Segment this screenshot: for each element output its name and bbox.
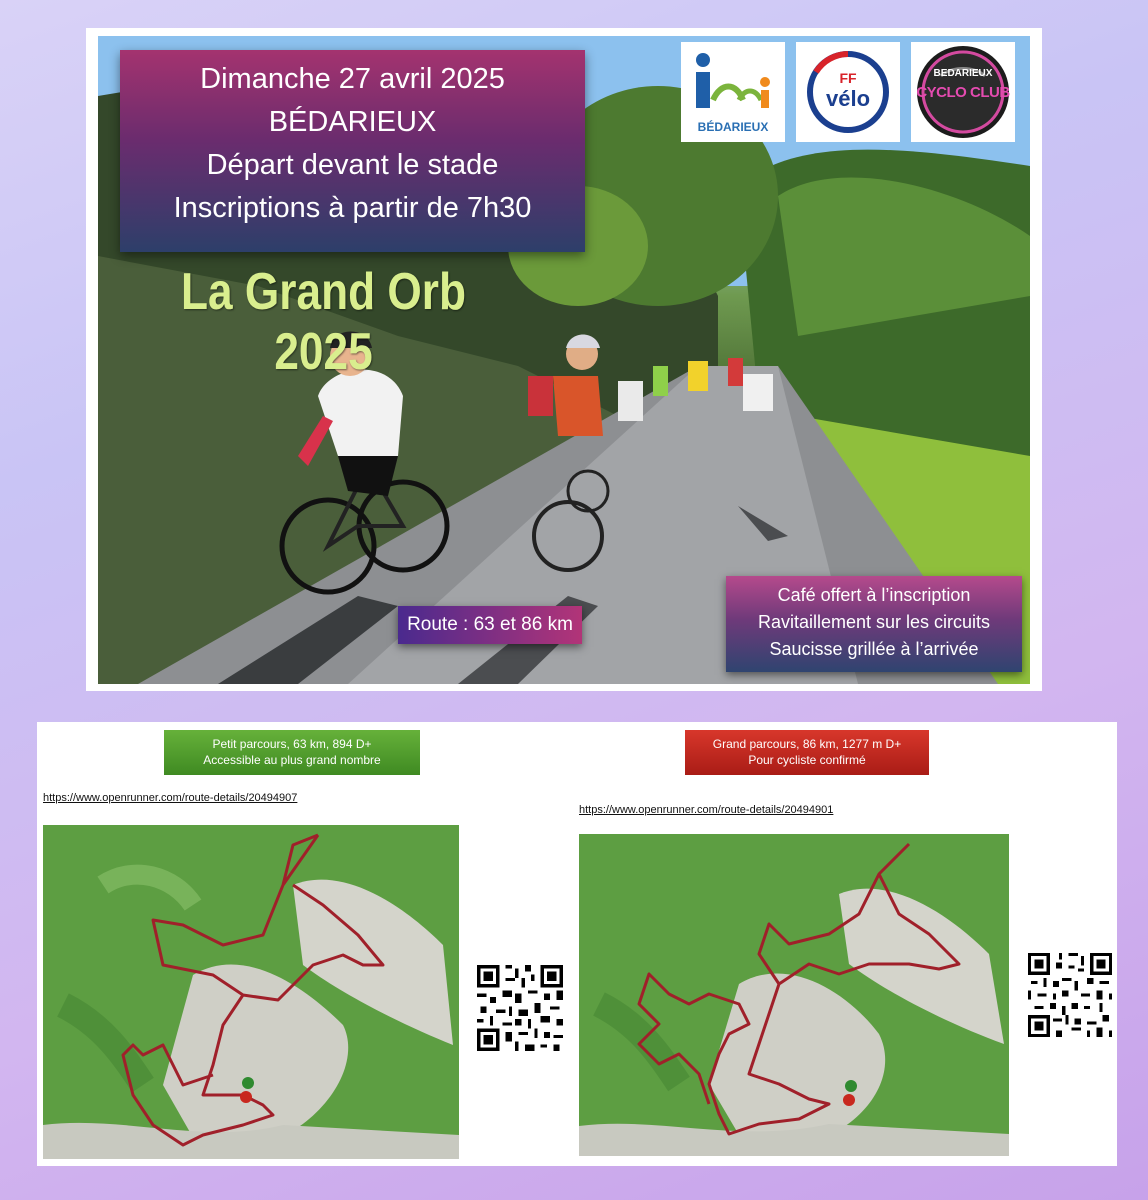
ffvelo-logo [796, 42, 900, 142]
long-course-map[interactable] [579, 834, 1009, 1156]
extras-sausage: Saucisse grillée à l’arrivée [769, 639, 979, 659]
short-course-qr-code[interactable] [474, 962, 566, 1054]
long-course-qr-code[interactable] [1025, 950, 1115, 1040]
route-distance-badge: Route : 63 et 86 km [398, 606, 582, 644]
long-course-label [685, 730, 929, 775]
long-course-link[interactable]: https://www.openrunner.com/route-details/20494901 [579, 804, 834, 816]
event-info-box [120, 50, 585, 252]
long-course-label-line2: Pour cycliste confirmé [748, 753, 866, 767]
short-course-label-line2: Accessible au plus grand nombre [203, 753, 381, 767]
event-title: La Grand Orb 2025 [181, 263, 466, 381]
event-extras-box [726, 576, 1022, 672]
qr-code-icon [1025, 950, 1115, 1040]
event-town: BÉDARIEUX [268, 106, 437, 138]
long-course-label-line1: Grand parcours, 86 km, 1277 m D+ [712, 737, 902, 751]
ffvelo-velo-text: vélo [825, 86, 871, 111]
long-course-card [573, 722, 1117, 1166]
short-course-route-map [43, 825, 459, 1159]
qr-code-icon [474, 962, 566, 1054]
short-course-card [37, 722, 573, 1166]
event-poster [86, 28, 1042, 691]
cyclo-club-town-text: BEDARIEUX [933, 68, 993, 79]
short-course-link[interactable]: https://www.openrunner.com/route-details/20494907 [43, 792, 298, 804]
event-start-location: Départ devant le stade [206, 149, 499, 181]
bedarieux-town-logo [681, 42, 785, 142]
short-course-label-line1: Petit parcours, 63 km, 894 D+ [212, 737, 372, 751]
long-course-route-map [579, 834, 1009, 1156]
cyclo-club-logo [911, 42, 1015, 142]
cyclo-club-name-text: CYCLO CLUB [916, 84, 1010, 101]
cyclists-photo [98, 36, 1030, 684]
ffvelo-ff-text: FF [839, 70, 857, 86]
short-course-map[interactable] [43, 825, 459, 1159]
short-course-label [164, 730, 420, 775]
extras-coffee: Café offert à l’inscription [777, 585, 971, 605]
event-registration-time: Inscriptions à partir de 7h30 [173, 192, 532, 224]
bedarieux-logo-label: BÉDARIEUX [697, 120, 769, 134]
extras-refreshment: Ravitaillement sur les circuits [757, 612, 991, 632]
event-date: Dimanche 27 avril 2025 [200, 63, 505, 95]
